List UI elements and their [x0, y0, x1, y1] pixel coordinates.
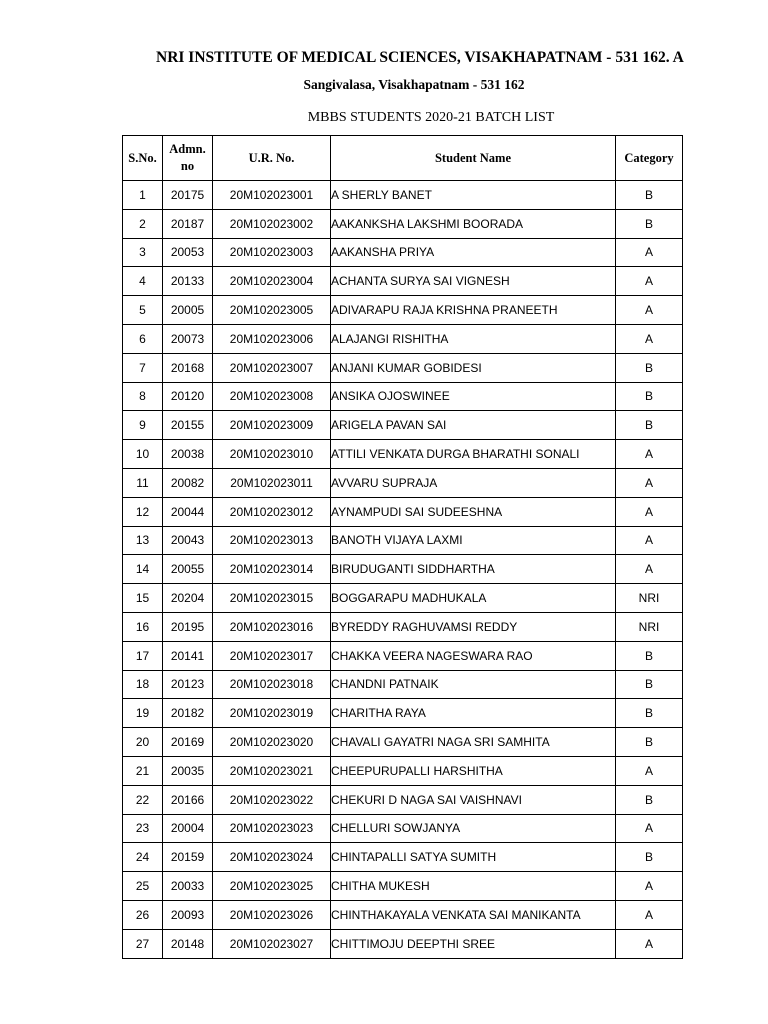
cell-sno: 23 — [123, 814, 163, 843]
cell-sno: 9 — [123, 411, 163, 440]
cell-category: B — [616, 843, 683, 872]
cell-admn-no: 20148 — [163, 929, 213, 958]
cell-admn-no: 20123 — [163, 670, 213, 699]
cell-admn-no: 20182 — [163, 699, 213, 728]
cell-category: B — [616, 411, 683, 440]
cell-admn-no: 20033 — [163, 872, 213, 901]
cell-ur-no: 20M102023019 — [213, 699, 331, 728]
cell-student-name: CHELLURI SOWJANYA — [331, 814, 616, 843]
cell-student-name: CHAVALI GAYATRI NAGA SRI SAMHITA — [331, 728, 616, 757]
table-row — [123, 267, 683, 296]
cell-category: B — [616, 209, 683, 238]
table-row — [123, 411, 683, 440]
table-row — [123, 353, 683, 382]
table-row — [123, 785, 683, 814]
cell-student-name: CHAKKA VEERA NAGESWARA RAO — [331, 641, 616, 670]
institute-address: Sangivalasa, Visakhapatnam - 531 162 — [303, 77, 525, 92]
student-table — [122, 135, 683, 959]
cell-category: B — [616, 382, 683, 411]
cell-category: A — [616, 555, 683, 584]
cell-category: A — [616, 497, 683, 526]
cell-admn-no: 20004 — [163, 814, 213, 843]
table-row — [123, 872, 683, 901]
cell-admn-no: 20082 — [163, 468, 213, 497]
col-header-ur: U.R. No. — [213, 136, 331, 181]
cell-ur-no: 20M102023023 — [213, 814, 331, 843]
cell-category: B — [616, 699, 683, 728]
cell-sno: 17 — [123, 641, 163, 670]
table-row — [123, 756, 683, 785]
cell-admn-no: 20166 — [163, 785, 213, 814]
cell-admn-no: 20005 — [163, 296, 213, 325]
institute-title: NRI INSTITUTE OF MEDICAL SCIENCES, VISAKHAPATNAM - 531 162. A — [156, 49, 684, 66]
cell-category: A — [616, 929, 683, 958]
cell-admn-no: 20204 — [163, 584, 213, 613]
cell-admn-no: 20187 — [163, 209, 213, 238]
cell-sno: 14 — [123, 555, 163, 584]
cell-student-name: BYREDDY RAGHUVAMSI REDDY — [331, 612, 616, 641]
cell-student-name: ANSIKA OJOSWINEE — [331, 382, 616, 411]
cell-ur-no: 20M102023002 — [213, 209, 331, 238]
cell-category: A — [616, 238, 683, 267]
cell-admn-no: 20073 — [163, 324, 213, 353]
cell-student-name: ACHANTA SURYA SAI VIGNESH — [331, 267, 616, 296]
cell-sno: 4 — [123, 267, 163, 296]
cell-student-name: ARIGELA PAVAN SAI — [331, 411, 616, 440]
cell-student-name: AAKANSHA PRIYA — [331, 238, 616, 267]
table-row — [123, 324, 683, 353]
cell-ur-no: 20M102023003 — [213, 238, 331, 267]
cell-ur-no: 20M102023016 — [213, 612, 331, 641]
cell-ur-no: 20M102023011 — [213, 468, 331, 497]
cell-admn-no: 20169 — [163, 728, 213, 757]
cell-ur-no: 20M102023005 — [213, 296, 331, 325]
cell-sno: 12 — [123, 497, 163, 526]
cell-sno: 22 — [123, 785, 163, 814]
col-header-category: Category — [616, 136, 683, 181]
cell-sno: 8 — [123, 382, 163, 411]
cell-ur-no: 20M102023008 — [213, 382, 331, 411]
cell-sno: 2 — [123, 209, 163, 238]
cell-sno: 25 — [123, 872, 163, 901]
cell-ur-no: 20M102023013 — [213, 526, 331, 555]
cell-category: A — [616, 756, 683, 785]
table-row — [123, 209, 683, 238]
cell-ur-no: 20M102023027 — [213, 929, 331, 958]
cell-category: A — [616, 900, 683, 929]
table-row — [123, 181, 683, 210]
cell-admn-no: 20195 — [163, 612, 213, 641]
cell-category: B — [616, 728, 683, 757]
cell-admn-no: 20159 — [163, 843, 213, 872]
cell-sno: 5 — [123, 296, 163, 325]
col-header-sno: S.No. — [123, 136, 163, 181]
cell-student-name: CHINTHAKAYALA VENKATA SAI MANIKANTA — [331, 900, 616, 929]
cell-sno: 13 — [123, 526, 163, 555]
cell-ur-no: 20M102023024 — [213, 843, 331, 872]
cell-sno: 6 — [123, 324, 163, 353]
cell-student-name: ADIVARAPU RAJA KRISHNA PRANEETH — [331, 296, 616, 325]
cell-category: A — [616, 872, 683, 901]
cell-sno: 11 — [123, 468, 163, 497]
cell-ur-no: 20M102023009 — [213, 411, 331, 440]
cell-sno: 16 — [123, 612, 163, 641]
cell-sno: 26 — [123, 900, 163, 929]
cell-category: A — [616, 267, 683, 296]
cell-student-name: ALAJANGI RISHITHA — [331, 324, 616, 353]
table-row — [123, 555, 683, 584]
cell-student-name: CHITHA MUKESH — [331, 872, 616, 901]
cell-admn-no: 20168 — [163, 353, 213, 382]
cell-ur-no: 20M102023015 — [213, 584, 331, 613]
cell-sno: 7 — [123, 353, 163, 382]
col-header-admn — [163, 136, 213, 181]
table-row — [123, 497, 683, 526]
col-header-admn-line2: no — [180, 159, 195, 173]
cell-admn-no: 20044 — [163, 497, 213, 526]
table-row — [123, 382, 683, 411]
table-row — [123, 238, 683, 267]
table-row — [123, 843, 683, 872]
table-header-row — [123, 136, 683, 181]
table-row — [123, 526, 683, 555]
cell-admn-no: 20035 — [163, 756, 213, 785]
cell-ur-no: 20M102023022 — [213, 785, 331, 814]
cell-category: A — [616, 324, 683, 353]
cell-category: A — [616, 296, 683, 325]
cell-student-name: CHITTIMOJU DEEPTHI SREE — [331, 929, 616, 958]
cell-category: A — [616, 468, 683, 497]
cell-category: B — [616, 785, 683, 814]
cell-student-name: AAKANKSHA LAKSHMI BOORADA — [331, 209, 616, 238]
cell-category: A — [616, 526, 683, 555]
table-body — [123, 181, 683, 959]
cell-sno: 19 — [123, 699, 163, 728]
cell-student-name: BOGGARAPU MADHUKALA — [331, 584, 616, 613]
table-row — [123, 670, 683, 699]
cell-sno: 1 — [123, 181, 163, 210]
cell-ur-no: 20M102023021 — [213, 756, 331, 785]
cell-sno: 27 — [123, 929, 163, 958]
cell-ur-no: 20M102023014 — [213, 555, 331, 584]
table-row — [123, 468, 683, 497]
cell-category: NRI — [616, 612, 683, 641]
cell-student-name: AYNAMPUDI SAI SUDEESHNA — [331, 497, 616, 526]
cell-ur-no: 20M102023004 — [213, 267, 331, 296]
cell-ur-no: 20M102023017 — [213, 641, 331, 670]
table-row — [123, 929, 683, 958]
cell-student-name: CHARITHA RAYA — [331, 699, 616, 728]
cell-ur-no: 20M102023012 — [213, 497, 331, 526]
cell-student-name: CHINTAPALLI SATYA SUMITH — [331, 843, 616, 872]
cell-category: B — [616, 641, 683, 670]
cell-sno: 15 — [123, 584, 163, 613]
cell-admn-no: 20093 — [163, 900, 213, 929]
cell-student-name: CHEKURI D NAGA SAI VAISHNAVI — [331, 785, 616, 814]
cell-category: NRI — [616, 584, 683, 613]
cell-category: B — [616, 181, 683, 210]
cell-ur-no: 20M102023007 — [213, 353, 331, 382]
table-row — [123, 814, 683, 843]
table-row — [123, 584, 683, 613]
cell-student-name: ATTILI VENKATA DURGA BHARATHI SONALI — [331, 440, 616, 469]
table-row — [123, 699, 683, 728]
cell-student-name: CHANDNI PATNAIK — [331, 670, 616, 699]
cell-admn-no: 20141 — [163, 641, 213, 670]
cell-admn-no: 20055 — [163, 555, 213, 584]
cell-sno: 3 — [123, 238, 163, 267]
cell-student-name: CHEEPURUPALLI HARSHITHA — [331, 756, 616, 785]
cell-ur-no: 20M102023006 — [213, 324, 331, 353]
col-header-name: Student Name — [331, 136, 616, 181]
cell-category: A — [616, 814, 683, 843]
cell-admn-no: 20133 — [163, 267, 213, 296]
cell-admn-no: 20053 — [163, 238, 213, 267]
cell-admn-no: 20038 — [163, 440, 213, 469]
cell-admn-no: 20120 — [163, 382, 213, 411]
col-header-admn-line1: Admn. — [169, 142, 206, 156]
cell-student-name: AVVARU SUPRAJA — [331, 468, 616, 497]
cell-ur-no: 20M102023010 — [213, 440, 331, 469]
cell-sno: 20 — [123, 728, 163, 757]
cell-sno: 10 — [123, 440, 163, 469]
list-title: MBBS STUDENTS 2020-21 BATCH LIST — [307, 110, 555, 125]
table-row — [123, 641, 683, 670]
table-row — [123, 296, 683, 325]
cell-ur-no: 20M102023018 — [213, 670, 331, 699]
cell-sno: 21 — [123, 756, 163, 785]
cell-sno: 18 — [123, 670, 163, 699]
cell-category: B — [616, 670, 683, 699]
cell-ur-no: 20M102023025 — [213, 872, 331, 901]
cell-admn-no: 20155 — [163, 411, 213, 440]
cell-sno: 24 — [123, 843, 163, 872]
table-row — [123, 440, 683, 469]
cell-category: B — [616, 353, 683, 382]
cell-admn-no: 20175 — [163, 181, 213, 210]
cell-ur-no: 20M102023001 — [213, 181, 331, 210]
cell-ur-no: 20M102023020 — [213, 728, 331, 757]
cell-student-name: BIRUDUGANTI SIDDHARTHA — [331, 555, 616, 584]
table-row — [123, 728, 683, 757]
cell-student-name: ANJANI KUMAR GOBIDESI — [331, 353, 616, 382]
cell-ur-no: 20M102023026 — [213, 900, 331, 929]
cell-admn-no: 20043 — [163, 526, 213, 555]
table-row — [123, 612, 683, 641]
cell-category: A — [616, 440, 683, 469]
cell-student-name: BANOTH VIJAYA LAXMI — [331, 526, 616, 555]
table-row — [123, 900, 683, 929]
cell-student-name: A SHERLY BANET — [331, 181, 616, 210]
